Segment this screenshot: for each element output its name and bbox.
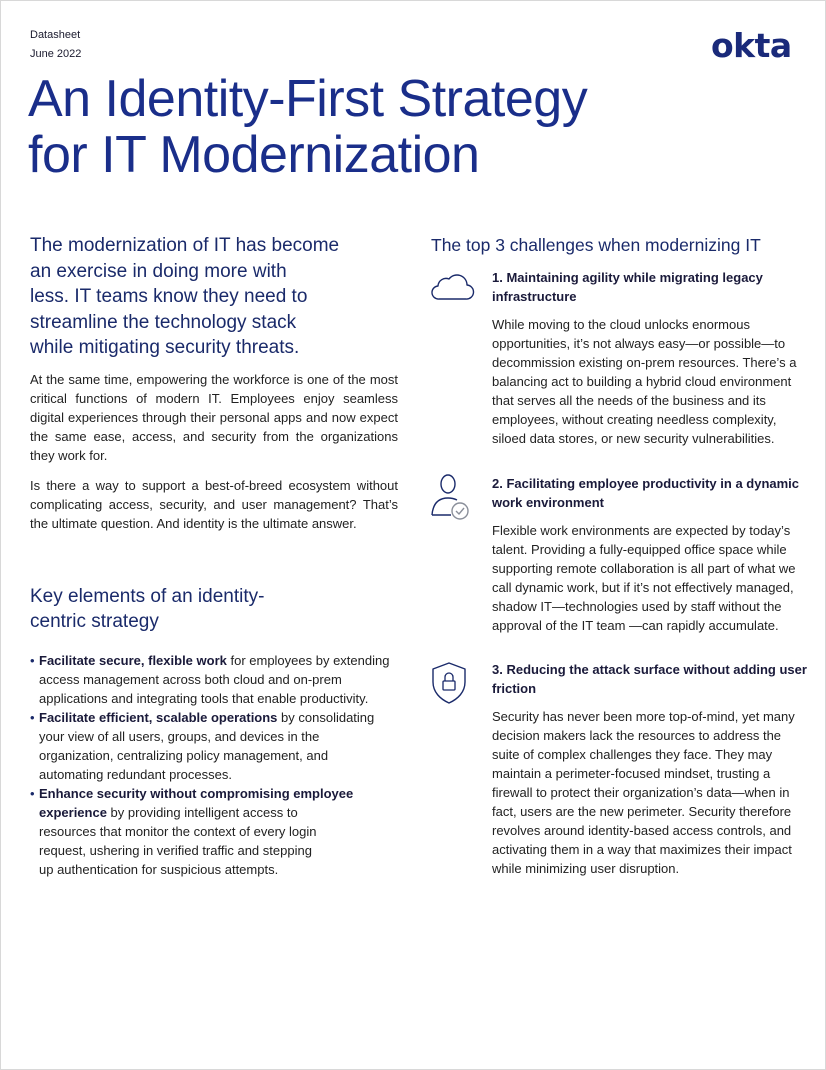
heading-line: centric strategy [30, 611, 159, 632]
bullet-bold: experience [39, 805, 107, 820]
intro-statement [30, 233, 390, 361]
body-line: balancing act to building a hybrid cloud environment [492, 374, 792, 389]
challenge-title-line: friction [492, 681, 537, 696]
body-line: revolves around identity-based access controls, and [492, 823, 792, 838]
bullet-dot: • [30, 653, 35, 668]
bullet-bold: Enhance security without compromising employee [39, 786, 354, 801]
bullet-bold: Facilitate efficient, scalable operations [39, 710, 278, 725]
list-item [30, 651, 402, 708]
challenge-item [492, 474, 800, 635]
challenge-title [492, 660, 807, 698]
user-check-icon [429, 473, 473, 521]
body-line: decision makers lack the resources to address the [492, 728, 782, 743]
challenges-heading: The top 3 challenges when modernizing IT [431, 235, 761, 255]
intro-line: an exercise in doing more with [30, 260, 287, 282]
key-elements-heading [30, 584, 264, 634]
body-line: talent. Providing a fully-equipped office space while [492, 542, 787, 557]
title-line: An Identity-First Strategy [28, 70, 588, 128]
challenge-title-line: infrastructure [492, 289, 577, 304]
bullet-text: your view of all users, groups, and devices in the [39, 729, 320, 744]
challenge-body [492, 521, 800, 635]
bullet-bold: Facilitate secure, flexible work [39, 653, 227, 668]
title-line: for IT Modernization [28, 126, 480, 184]
challenge-title-line: 3. Reducing the attack surface without adding user [492, 662, 807, 677]
bullet-text: up authentication for suspicious attempts. [39, 862, 279, 877]
cloud-icon [429, 269, 475, 303]
body-line: approval of the IT team —can rapidly accumulate. [492, 618, 779, 633]
body-line: shadow IT—technologies used by staff without the [492, 599, 782, 614]
challenge-title [492, 268, 800, 306]
body-line: fact, users are the new perimeter. Security therefore [492, 804, 792, 819]
body-line: Security has never been more top-of-mind, yet many [492, 709, 795, 724]
bullet-text: for employees by extending [226, 653, 390, 668]
body-line: decommission existing on-prem resources. There’s a [492, 355, 797, 370]
list-item [30, 708, 402, 784]
challenge-title-line: 1. Maintaining agility while migrating legacy [492, 270, 763, 285]
key-elements-list [30, 651, 402, 879]
body-line: while minimizing user disruption. [492, 861, 680, 876]
list-item [30, 784, 402, 879]
okta-logo: okta [711, 26, 792, 65]
body-line: While moving to the cloud unlocks enormous [492, 317, 750, 332]
bullet-text: by providing intelligent access to [106, 805, 298, 820]
challenge-item [492, 660, 807, 878]
bullet-text: request, ushering in verified traffic and stepping [39, 843, 312, 858]
bullet-text: organization, centralizing policy management, and [39, 748, 329, 763]
bullet-text: automating redundant processes. [39, 767, 232, 782]
challenge-title [492, 474, 800, 512]
doc-date: June 2022 [30, 48, 82, 60]
challenge-item [492, 268, 800, 448]
bullet-text: resources that monitor the context of every login [39, 824, 317, 839]
bullet-text: by consolidating [277, 710, 375, 725]
body-line: supporting remote collaboration is all part of what we [492, 561, 796, 576]
bullet-dot: • [30, 710, 35, 725]
body-line: call dynamic work, but if it’s not effectively managed, [492, 580, 794, 595]
intro-line: The modernization of IT has become [30, 235, 340, 256]
body-line: opportunities, it’s not always easy—or possible—to [492, 336, 786, 351]
bullet-text: applications and integrating tools that enable productivity. [39, 691, 369, 706]
body-line: Flexible work environments are expected by today’s [492, 523, 791, 538]
body-line: employees, without creating needless complexity, [492, 412, 777, 427]
intro-line: less. IT teams know they need to [30, 286, 308, 307]
body-line: firewall to protect their organization’s data—when in [492, 785, 790, 800]
shield-lock-icon [429, 660, 469, 706]
body-paragraph: At the same time, empowering the workforce is one of the most critical functions of modern IT. Employees enjoy seamless digital experiences through their personal apps and now expect the same ease, access, and security from the organizations they work for. [30, 372, 398, 463]
bullet-text: access management across both cloud and on-prem [39, 672, 342, 687]
heading-line: Key elements of an identity- [30, 586, 265, 607]
body-line: activating them in a way that maximizes their impact [492, 842, 792, 857]
body-line: siloed data stores, or new security vulnerabilities. [492, 431, 775, 446]
body-line: maintain a perimeter-focused mindset, trusting a [492, 766, 771, 781]
page-title [28, 71, 587, 183]
bullet-dot: • [30, 786, 35, 801]
intro-line: streamline the technology stack [30, 311, 297, 333]
intro-line: while mitigating security threats. [30, 337, 300, 358]
body-paragraph: Is there a way to support a best-of-breed ecosystem without complicating access, security, and user management? That’s the ultimate question. And identity is the ultimate answer. [30, 478, 398, 531]
doc-type-label: Datasheet [30, 29, 81, 41]
challenge-body [492, 707, 800, 878]
body-line: suite of complex challenges they face. They may [492, 747, 773, 762]
challenge-body [492, 315, 800, 448]
challenge-title-line: 2. Facilitating employee productivity in a dynamic [492, 476, 800, 491]
challenge-title-line: work environment [492, 495, 604, 510]
body-line: that serves all the needs of the business and its [492, 393, 766, 408]
